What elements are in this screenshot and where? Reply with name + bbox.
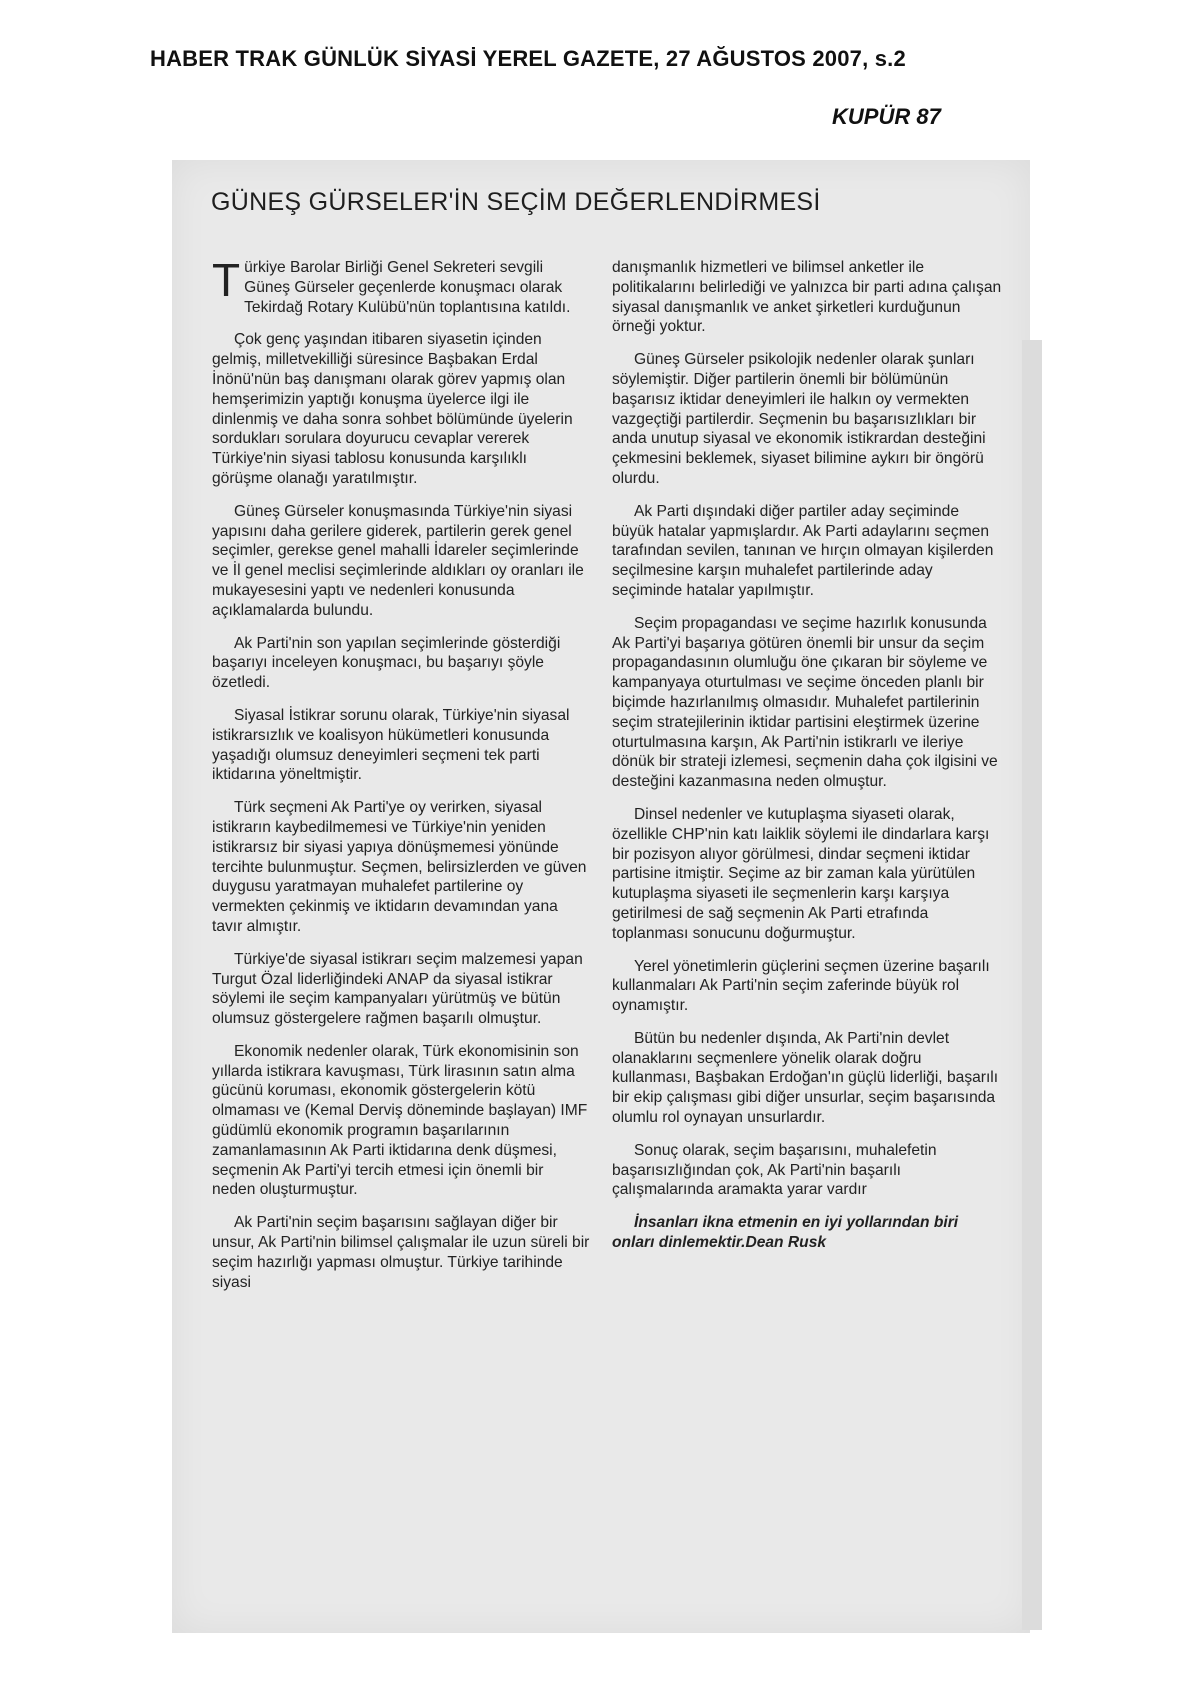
clipping-edge — [1022, 340, 1042, 1630]
drop-cap: T — [212, 254, 241, 306]
article-paragraph: Dinsel nedenler ve kutuplaşma siyaseti olarak, özellikle CHP'nin katı laiklik söylemi ile dindarlara karşı bir pozisyon alıyor görülmesi, dindar seçmeni iktidar partisine itmiştir. Seçime az bir zaman kala yürütülen kutuplaşma siyaseti ile seçmenlerin karşı karşıya getirilmesi de sağ seçmenin Ak Parti etrafında toplanması sonucunu doğurmuştur. — [612, 805, 990, 942]
article-paragraph: Bütün bu nedenler dışında, Ak Parti'nin devlet olanaklarını seçmenlere yönelik olarak doğru kullanması, Başbakan Erdoğan'ın güçlü liderliği, başarılı bir ekip çalışması gibi diğer unsurlar, seçim başarısında olumlu rol oynayan unsurlardır. — [612, 1029, 999, 1127]
article-paragraph: Çok genç yaşından itibaren siyasetin içinden gelmiş, milletvekilliği süresince Başbakan Erdal İnönü'nün baş danışmanı olarak görev yapmış olan hemşerimizin yaptığı konuşma üyelerce ilgi ile dinlenmiş ve daha sonra sohbet bölümünde üyelerin sordukları sorulara doyurucu cevaplar vererek Türkiye'nin siyasi tablosu konusunda karşılıklı görüşme olanağı yaratılmıştır. — [212, 331, 573, 487]
article-paragraph: Yerel yönetimlerin güçlerini seçmen üzerine başarılı kullanmaları Ak Parti'nin seçim zaferinde büyük rol oynamıştır. — [612, 957, 990, 1015]
closing-quote: İnsanları ikna etmenin en iyi yollarından biri onları dinlemektir.Dean Rusk — [612, 1214, 959, 1252]
article-paragraph: Ak Parti'nin son yapılan seçimlerinde gösterdiği başarıyı inceleyen konuşmacı, bu başarıyı şöyle özetledi. — [212, 634, 561, 692]
article-title: GÜNEŞ GÜRSELER'İN SEÇİM DEĞERLENDİRMESİ — [211, 188, 821, 216]
article-paragraph: Sonuç olarak, seçim başarısını, muhalefetin başarısızlığından çok, Ak Parti'nin başarılı çalışmalarında aramakta yarar vardır — [612, 1141, 937, 1199]
article-paragraph: Seçim propagandası ve seçime hazırlık konusunda Ak Parti'yi başarıya götüren önemli bir unsur da seçim propagandasının olumluğu öne çıkaran bir söyleme ve kampanyaya oturtulması ve seçime önceden planlı bir biçimde hazırlanılmış olmasıdır. Muhalefet partilerinin seçim stratejilerinin iktidar partisini eleştirmek üzerine oturtulmasına karşın, Ak Parti'nin istikrarlı ve ileriye dönük bir strateji izlemesi, seçmenin daha çok ilgisini ve desteğini kazanmasına neden olmuştur. — [612, 614, 998, 791]
article-paragraph: Ak Parti dışındaki diğer partiler aday seçiminde büyük hatalar yapmışlardır. Ak Parti adaylarını seçmen tarafından sevilen, tanınan ve hırçın olmayan kişilerden seçilmesine karşın muhalefet partilerinde aday seçiminde hatalar yapılmıştır. — [612, 502, 994, 599]
article-column-left — [212, 254, 590, 1305]
article-column-right — [612, 258, 1004, 1266]
article-paragraph: Güneş Gürseler psikolojik nedenler olarak şunları söylemiştir. Diğer partilerin önemli bir bölümünün başarısız iktidar deneyimleri ile halkın oy vermekten vazgeçtiği partilerdir. Seçmenin bu başarısızlıkları bir anda unutup siyasal ve ekonomik istikrardan desteğini çekmesini beklemek, siyaset bilimine aykırı bir öngörü olurdu. — [612, 351, 986, 487]
article-paragraph: Türkiye Barolar Birliği Genel Sekreteri sevgili Güneş Gürseler geçenlerde konuşmacı olarak Tekirdağ Rotary Kulübü'nün toplantısına katıldı. — [212, 254, 571, 316]
article-paragraph: Türkiye'de siyasal istikrarı seçim malzemesi yapan Turgut Özal liderliğindeki ANAP da siyasal istikrar söylemi ile seçim kampanyaları yürütmüş ve bütün olumsuz göstergelere rağmen başarılı olmuştur. — [212, 950, 583, 1028]
article-paragraph: Güneş Gürseler konuşmasında Türkiye'nin siyasi yapısını daha gerilere giderek, partilerin gerek genel seçimler, gerekse genel mahalli İdareler seçimlerinde ve İl genel meclisi seçimlerinde aldıkları oy oranları ile mukayesesini yaptı ve nedenleri konusunda açıklamalarda bulundu. — [212, 502, 584, 619]
article-paragraph: Türk seçmeni Ak Parti'ye oy verirken, siyasal istikrarın kaybedilmemesi ve Türkiye'nin yeniden istikrarsız bir siyasi yapıya dönüşmemesi yönünde tercihte bulunmuştur. Seçmen, belirsizlerden ve güven duygusu yaratmayan muhalefet partilerine oy vermekten çekinmiş ve iktidarın devamından yana tavır almıştır. — [212, 799, 587, 935]
article-paragraph: danışmanlık hizmetleri ve bilimsel anketler ile politikalarını belirlediği ve yalnızca bir parti adına çalışan siyasal danışmanlık ve anket şirketleri kurduğunun örneği yoktur. — [612, 259, 1002, 336]
article-paragraph: Ekonomik nedenler olarak, Türk ekonomisinin son yıllarda istikrara kavuşması, Türk lirasının satın alma gücünü koruması, ekonomik göstergelerin kötü olmaması ve (Kemal Derviş döneminde başlayan) IMF güdümlü ekonomik programın başarılarının zamanlamasının Ak Parti iktidarına denk düşmesi, seçmenin Ak Parti'yi tercih etmesi için önemli bir neden oluşturmuştur. — [212, 1042, 588, 1199]
article-paragraph: Siyasal İstikrar sorunu olarak, Türkiye'nin siyasal istikrarsızlık ve koalisyon hükümetleri konusunda yaşadığı olumsuz deneyimleri seçmeni tek parti iktidarına yöneltmiştir. — [212, 706, 570, 784]
newspaper-header: HABER TRAK GÜNLÜK SİYASİ YEREL GAZETE, 27 AĞUSTOS 2007, s.2 — [150, 46, 906, 71]
article-paragraph: Ak Parti'nin seçim başarısını sağlayan diğer bir unsur, Ak Parti'nin bilimsel çalışmalar ile uzun süreli bir seçim hazırlığı yapması olmuştur. Türkiye tarihinde siyasi — [212, 1214, 590, 1291]
clipping-number: KUPÜR 87 — [832, 104, 941, 129]
